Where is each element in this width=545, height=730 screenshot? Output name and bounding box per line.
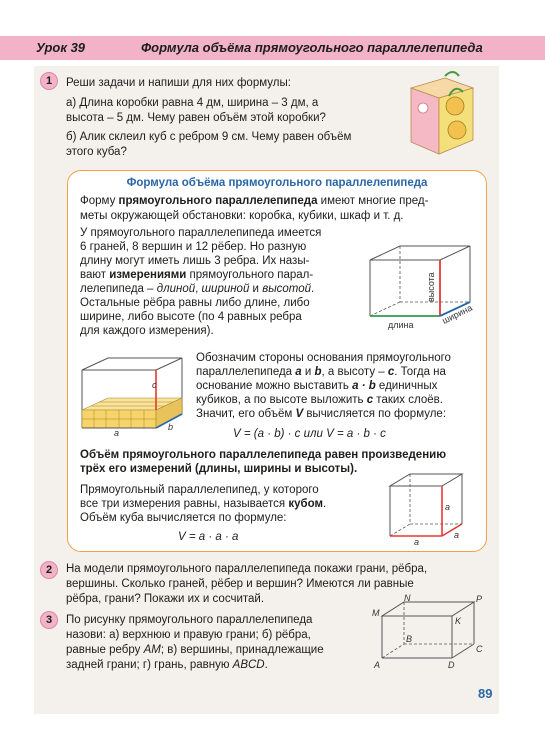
box-p2-line7: ширине, либо высоте (по 4 равных ребра: [80, 311, 302, 323]
box-p4-line1: Прямоугольный параллелепипед, у которого: [80, 484, 319, 496]
vertex-D: D: [448, 660, 455, 670]
label-b: b: [168, 422, 174, 432]
box-p3-line5: Значит, его объём V вычисляется по формуле:: [196, 408, 447, 420]
vertex-N: N: [404, 593, 411, 603]
task1-a-line1: а) Длина коробки равна 4 дм, ширина – 3 дм, а: [66, 97, 319, 109]
task2-line2: вершины. Сколько граней, рёбер и вершин? Имеются ли равные: [66, 578, 414, 590]
label-c: c: [152, 380, 157, 390]
box-p2-line5: лелепипеда – длиной, шириной и высотой.: [80, 283, 315, 295]
task1-a-line2: высота – 5 дм. Чему равен объём этой коробки?: [66, 112, 326, 124]
task1-b-line2: этого куба?: [66, 146, 127, 158]
parallelepiped-dimensions-figure: [358, 240, 480, 332]
box-p1-line2: меты окружающей обстановки: коробка, кубики, шкаф и т. д.: [80, 210, 404, 222]
lesson-number: Урок 39: [36, 40, 86, 55]
rule-line2: трёх его измерений (длины, ширины и высоты).: [80, 463, 358, 475]
label-width: ширина: [440, 302, 474, 326]
vertex-B: B: [406, 634, 413, 644]
task-number-1: 1: [40, 72, 58, 90]
task-number-2: 2: [40, 561, 58, 579]
task3-line4: задней грани; г) грань, равную ABCD.: [66, 659, 268, 671]
task1-b-line1: б) Алик склеил куб с ребром 9 см. Чему равен объём: [66, 131, 352, 143]
box-p4-line2: все три измерения равны, называется кубом.: [80, 498, 327, 510]
box-p2-line1: У прямоугольного параллелепипеда имеется: [80, 227, 322, 239]
vertex-M: M: [372, 608, 380, 618]
cube-label-a-bottom: a: [414, 537, 420, 546]
task2-line1: На модели прямоугольного параллелепипеда покажи грани, рёбра,: [66, 563, 428, 575]
cube-figure: [384, 470, 474, 546]
labeled-parallelepiped-figure: [368, 592, 490, 674]
task1-intro: Реши задачи и напиши для них формулы:: [66, 77, 291, 89]
vertex-K: K: [455, 616, 462, 626]
rule-box-title: Формула объёма прямоугольного параллелепипеда: [126, 177, 428, 189]
cube-label-a-depth: a: [454, 530, 460, 540]
volume-formula: V = (a · b) · c или V = a · b · c: [233, 428, 386, 440]
box-p3-line1: Обозначим стороны основания прямоугольного: [196, 352, 451, 364]
box-p2-line8: для каждого измерения).: [80, 325, 214, 337]
decorated-cube-illustration: [405, 66, 479, 158]
box-p2-line4: вают измерениями прямоугольного парал-: [80, 269, 314, 281]
box-p4-line3: Объём куба вычисляется по формуле:: [80, 512, 287, 524]
box-p2-line6: Остальные рёбра равны либо длине, либо: [80, 297, 310, 309]
task-number-3: 3: [40, 611, 58, 629]
task3-line1: По рисунку прямоугольного параллелепипеда: [66, 614, 313, 626]
label-height: высота: [426, 272, 436, 302]
cube-volume-formula: V = a · a · a: [178, 531, 239, 543]
box-p3-line4: кубиков, а по высоте выложить c таких слоёв.: [196, 394, 443, 406]
box-p3-line3: основание можно выставить a · b единичных: [196, 380, 438, 392]
vertex-C: C: [476, 644, 483, 654]
label-a: a: [114, 428, 120, 436]
vertex-A: A: [374, 660, 381, 670]
task2-line3: рёбра, грани? Покажи их и сосчитай.: [66, 593, 265, 605]
task3-line2: назови: а) верхнюю и правую грани; б) рёбра,: [66, 629, 311, 641]
box-p1-line1: Форму прямоугольного параллелепипеда имеют многие пред-: [80, 195, 429, 207]
vertex-P: P: [476, 594, 483, 604]
task3-line3: равные ребру AM; в) вершины, принадлежащие: [66, 644, 324, 656]
lesson-header: [0, 36, 545, 60]
box-p2-line2: 6 граней, 8 вершин и 12 рёбер. Но разную: [80, 241, 307, 253]
lesson-title: Формула объёма прямоугольного параллелепипеда: [141, 40, 483, 55]
label-length: длина: [388, 320, 414, 330]
box-p3-line2: параллелепипеда a и b, а высоту – c. Тогда на: [196, 366, 446, 378]
cube-label-a-height: a: [445, 502, 451, 512]
page-number: 89: [478, 686, 493, 701]
rule-line1: Объём прямоугольного параллелепипеда равен произведению: [80, 449, 447, 461]
box-p2-line3: длину могут иметь лишь 3 ребра. Их назы-: [80, 255, 310, 267]
unit-cubes-figure: [78, 352, 190, 436]
